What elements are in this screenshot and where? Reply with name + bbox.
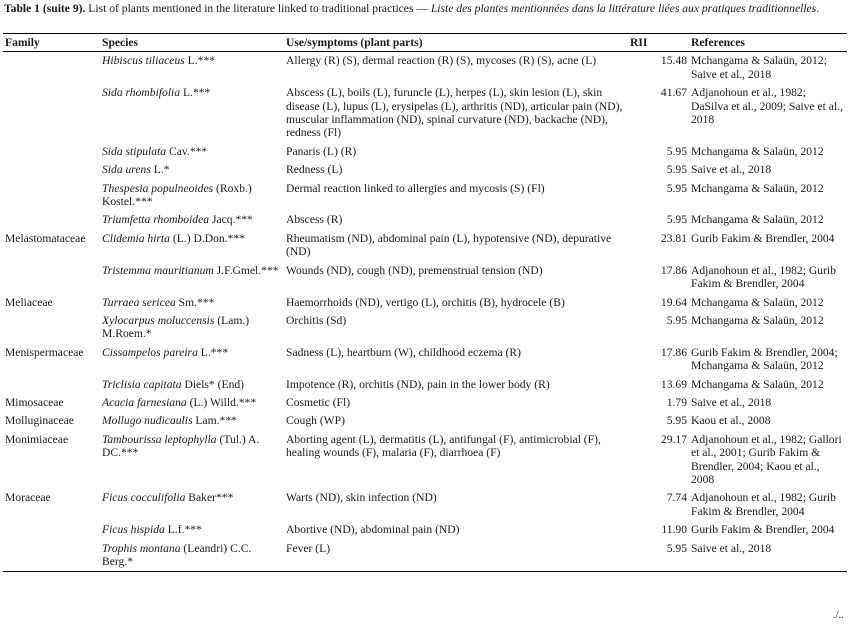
header-species: Species — [100, 34, 284, 52]
cell-species — [100, 412, 284, 430]
header-family: Family — [3, 34, 100, 52]
table-row — [3, 521, 847, 539]
continuation-mark: ./.. — [832, 609, 844, 621]
plants-table — [3, 33, 847, 572]
species-name: Cissampelos pareira — [102, 345, 198, 359]
cell-species — [100, 540, 284, 572]
cell-family — [3, 84, 100, 143]
cell-references: Mchangama & Salaün, 2012 — [691, 377, 824, 391]
species-authority: Lam.*** — [192, 414, 237, 428]
cell-rii: 5.95 — [666, 144, 687, 158]
species-authority: Baker*** — [185, 491, 234, 505]
caption-english: List of plants mentioned in the literature linked to traditional practices — — [85, 2, 431, 15]
cell-species — [100, 344, 284, 376]
cell-use: Fever (L) — [284, 540, 628, 572]
species-authority: (Tul.) A. DC.*** — [102, 432, 260, 460]
cell-rii: 29.17 — [660, 432, 687, 446]
species-authority: (L.) Willd.*** — [186, 395, 257, 409]
species-name: Tambourissa leptophylla — [102, 432, 217, 446]
species-authority: Jacq.*** — [209, 213, 253, 227]
cell-references: Adjanohoun et al., 1982; Gurib Fakim & Brendler, 2004 — [691, 263, 836, 291]
cell-references: Saive et al., 2018 — [691, 395, 772, 409]
cell-species — [100, 294, 284, 312]
cell-references: Kaou et al., 2008 — [691, 414, 771, 428]
cell-use: Orchitis (Sd) — [286, 313, 347, 327]
cell-family: Mimosaceae — [5, 395, 64, 409]
cell-use: Redness (L) — [286, 163, 343, 177]
cell-species — [100, 376, 284, 394]
species-authority: L.*** — [184, 54, 216, 68]
cell-species — [100, 143, 284, 161]
cell-family — [3, 52, 100, 84]
cell-rii: 41.67 — [660, 86, 687, 100]
cell-use: Impotence (R), orchitis (ND), pain in the lower body (R) — [286, 377, 550, 391]
species-authority: (Lam.) M.Roem.* — [102, 313, 250, 341]
cell-family — [3, 376, 100, 394]
cell-family — [3, 211, 100, 229]
table-header-row — [3, 34, 847, 52]
table-row — [3, 412, 847, 430]
cell-rii: 1.79 — [666, 395, 687, 409]
cell-use: Wounds (ND), cough (ND), premenstrual tension (ND) — [286, 263, 543, 277]
header-rii: RII — [628, 34, 689, 52]
table-row — [3, 394, 847, 412]
cell-rii: 17.86 — [660, 263, 687, 277]
cell-family — [3, 143, 100, 161]
species-name: Triclisia capitata — [102, 377, 182, 391]
species-name: Turraea sericea — [102, 295, 176, 309]
cell-use: Cosmetic (Fl) — [286, 395, 351, 409]
cell-use: Aborting agent (L), dermatitis (L), antifungal (F), antimicrobial (F), healing wounds (F), malaria (F), diarrhoea (F) — [286, 432, 601, 460]
cell-rii: 5.95 — [666, 163, 687, 177]
cell-species — [100, 312, 284, 344]
cell-use: Allergy (R) (S), dermal reaction (R) (S), mycoses (R) (S), acne (L) — [286, 54, 597, 68]
cell-use: Cough (WP) — [286, 414, 345, 428]
cell-species — [100, 489, 284, 521]
cell-references: Gurib Fakim & Brendler, 2004 — [691, 231, 835, 245]
cell-use: Dermal reaction linked to allergies and mycosis (S) (Fl) — [286, 181, 545, 195]
cell-species — [100, 52, 284, 84]
species-name: Mollugo nudicaulis — [102, 414, 193, 428]
species-authority: (L.) D.Don.*** — [169, 231, 245, 245]
species-name: Sida rhombifolia — [102, 86, 181, 100]
species-authority: L.*** — [197, 345, 229, 359]
cell-family — [3, 540, 100, 572]
cell-references: Gurib Fakim & Brendler, 2004 — [691, 523, 835, 537]
cell-family: Meliaceae — [5, 295, 53, 309]
cell-family: Moraceae — [5, 491, 51, 505]
species-authority: L.f.*** — [164, 523, 202, 537]
cell-use: Rheumatism (ND), abdominal pain (L), hypotensive (ND), depurative (ND) — [286, 231, 612, 259]
table-row — [3, 161, 847, 179]
cell-rii: 5.95 — [628, 540, 689, 572]
table-row — [3, 376, 847, 394]
species-authority: Cav.*** — [166, 144, 208, 158]
table-row — [3, 52, 847, 84]
cell-rii: 19.64 — [660, 295, 687, 309]
cell-family: Menispermaceae — [5, 345, 84, 359]
table-row — [3, 489, 847, 521]
species-authority: (Leandri) C.C. Berg.* — [102, 541, 252, 568]
cell-family: Molluginaceae — [5, 414, 74, 428]
cell-rii: 5.95 — [666, 414, 687, 428]
cell-references: Mchangama & Salaün, 2012 — [691, 181, 824, 195]
cell-references: Adjanohoun et al., 1982; Gurib Fakim & Brendler, 2004 — [691, 491, 836, 518]
cell-references: Mchangama & Salaün, 2012 — [691, 295, 824, 309]
cell-family — [3, 161, 100, 179]
cell-family — [3, 262, 100, 294]
cell-rii: 7.74 — [666, 491, 687, 505]
cell-species — [100, 394, 284, 412]
table-row — [3, 431, 847, 490]
species-authority: (Roxb.) Kostel.*** — [102, 181, 252, 209]
cell-references: Mchangama & Salaün, 2012 — [691, 213, 824, 227]
species-name: Tristemma mauritianum — [102, 263, 214, 277]
table-row — [3, 294, 847, 312]
cell-references: Saive et al., 2018 — [689, 540, 847, 572]
table-body — [3, 52, 847, 572]
cell-rii: 11.90 — [661, 523, 687, 537]
cell-species — [100, 431, 284, 490]
cell-references: Saive et al., 2018 — [691, 163, 772, 177]
cell-species — [100, 161, 284, 179]
cell-species — [100, 230, 284, 262]
species-authority: J.F.Gmel.*** — [213, 263, 279, 277]
species-authority: L.*** — [180, 86, 211, 100]
caption-lead: Table 1 (suite 9). — [4, 2, 86, 15]
species-name: Sida urens — [102, 163, 151, 177]
cell-species — [100, 262, 284, 294]
cell-references: Mchangama & Salaün, 2012; Saive et al., 2018 — [691, 54, 827, 81]
cell-family: Monimiaceae — [5, 432, 69, 446]
cell-species — [100, 180, 284, 212]
table-row — [3, 211, 847, 229]
caption-end: . — [816, 2, 820, 15]
table-row — [3, 312, 847, 344]
cell-references: Mchangama & Salaün, 2012 — [691, 144, 824, 158]
table-row — [3, 344, 847, 376]
cell-rii: 15.48 — [660, 54, 687, 68]
cell-references: Mchangama & Salaün, 2012 — [691, 313, 824, 327]
species-name: Sida stipulata — [102, 144, 167, 158]
cell-rii: 5.95 — [666, 181, 687, 195]
table-row — [3, 143, 847, 161]
table-row — [3, 262, 847, 294]
species-authority: Sm.*** — [175, 295, 215, 309]
species-name: Xylocarpus moluccensis — [102, 313, 215, 327]
cell-use: Abscess (L), boils (L), furuncle (L), herpes (L), skin lesion (L), skin disease (L), lupus (L), erysipelas (L), arthritis (ND), articular pain (ND), muscular inflammation (ND), spinal curvature (ND), backache (ND), redness (Fl) — [286, 86, 623, 140]
cell-species — [100, 211, 284, 229]
cell-family: Melastomataceae — [5, 231, 86, 245]
cell-family — [3, 521, 100, 539]
cell-rii: 17.86 — [660, 345, 687, 359]
table-caption — [4, 2, 846, 15]
table-row — [3, 230, 847, 262]
table-row — [3, 540, 847, 572]
cell-family — [3, 180, 100, 212]
species-name: Ficus cocculifolia — [102, 491, 186, 505]
species-name: Triumfetta rhomboidea — [102, 213, 210, 227]
cell-rii: 5.95 — [666, 313, 687, 327]
cell-use: Panaris (L) (R) — [286, 144, 357, 158]
caption-french: Liste des plantes mentionnées dans la littérature liées aux pratiques traditionnelles — [430, 2, 817, 15]
cell-use: Warts (ND), skin infection (ND) — [286, 491, 437, 505]
species-name: Trophis montana — [102, 541, 181, 555]
species-authority: Diels* (End) — [181, 377, 245, 391]
species-name: Hibiscus tiliaceus — [102, 54, 185, 68]
species-name: Clidemia hirta — [102, 231, 170, 245]
cell-use: Sadness (L), heartburn (W), childhood eczema (R) — [286, 345, 522, 359]
cell-family — [3, 312, 100, 344]
cell-use: Haemorrhoids (ND), vertigo (L), orchitis (B), hydrocele (B) — [286, 295, 565, 309]
species-name: Acacia farnesiana — [102, 395, 187, 409]
header-use: Use/symptoms (plant parts) — [284, 34, 628, 52]
cell-rii: 13.69 — [660, 377, 687, 391]
species-name: Thespesia populneoides — [102, 181, 214, 195]
cell-references: Adjanohoun et al., 1982; DaSilva et al., 2009; Saive et al., 2018 — [691, 86, 843, 127]
cell-references: Adjanohoun et al., 1982; Gallori et al., 2001; Gurib Fakim & Brendler, 2004; Kaou et al., 2008 — [691, 432, 842, 486]
table-row — [3, 84, 847, 143]
species-authority: L.* — [150, 163, 170, 177]
cell-species — [100, 84, 284, 143]
cell-references: Gurib Fakim & Brendler, 2004; Mchangama & Salaün, 2012 — [691, 345, 838, 373]
species-name: Ficus hispida — [102, 523, 165, 537]
cell-rii: 23.81 — [660, 231, 687, 245]
table-row — [3, 180, 847, 212]
cell-use: Abortive (ND), abdominal pain (ND) — [286, 523, 460, 537]
cell-rii: 5.95 — [666, 213, 687, 227]
cell-use: Abscess (R) — [286, 213, 343, 227]
cell-species — [100, 521, 284, 539]
header-references: References — [689, 34, 847, 52]
